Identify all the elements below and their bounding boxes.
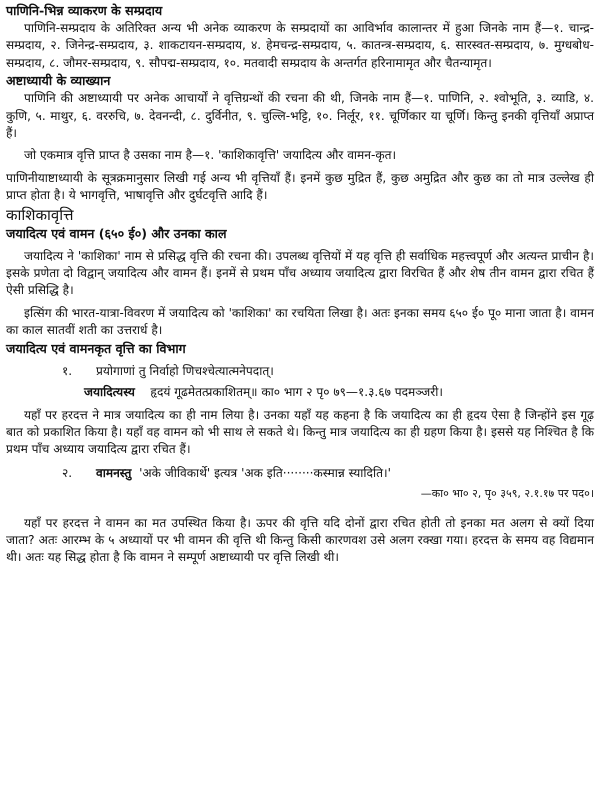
paragraph-itsing-date: इत्सिंग की भारत-यात्रा-विवरण में जयादित्य को 'काशिका' का रचयिता लिखा है। अतः इनका समय ६५० ई० पू० माना जाता है। वामन का काल सातवीं शती का उत्तरार्ध है। <box>6 305 594 338</box>
citation-text: हृदयं गूढमेतत्प्रकाशितम्॥ का० भाग २ पृ० ७९—१.३.६७ पदमञ्जरी। <box>150 385 443 400</box>
paragraph-haradatta-jayaditya: यहाँ पर हरदत्त ने मात्र जयादित्य का ही नाम लिया है। उनका यहाँ यह कहना है कि जयादित्य का ही हृदय ऐसा है जिन्होंने इस गूढ़ बात को प्रकाशित किया है। यहाँ वह वामन को भी साथ ले सकते थे। किन्तु मात्र जयादित्य का ही ग्रहण किया है। इससे यह निश्चित है कि प्रथम पाँच अध्याय जयादित्य द्वारा रचित हैं। <box>6 407 594 457</box>
quote-sutra-2 <box>6 465 594 482</box>
citation-padamanjari-1 <box>6 384 594 401</box>
section-heading-commentaries: अष्टाध्यायी के व्याख्यान <box>6 73 111 89</box>
citation-reference-2: —का० भा० २, पृ० ३५९, २.१.१७ पर पद०। <box>420 487 594 501</box>
section-heading-division: जयादित्य एवं वामनकृत वृत्ति का विभाग <box>6 340 186 356</box>
paragraph-commentators-list: पाणिनि की अष्टाध्यायी पर अनेक आचार्यों ने वृत्तिग्रन्थों की रचना की थी, जिनके नाम हैं—१. पाणिनि, २. श्वोभूति, ३. व्याडि, ४. कुणि, ५. माथुर, ६. वररुचि, ७. देवनन्दी, ८. दुर्विनीत, ९. चुल्लि-भट्टि, १०. निर्लूर, ११. चूर्णिकार या चूर्णि। किन्तु इनकी वृत्तियाँ अप्राप्त हैं। <box>6 91 594 141</box>
paragraph-kashika-authors: जयादित्य ने 'काशिका' नाम से प्रसिद्ध वृत्ति की रचना की। उपलब्ध वृत्तियों में यह वृत्ति ही सर्वाधिक महत्त्वपूर्ण और अत्यन्त प्राचीन है। इसके प्रणेता दो विद्वान् जयादित्य और वामन हैं। इनमें से प्रथम पाँच अध्याय जयादित्य द्वारा विरचित हैं और शेष तीन वामन द्वारा रचित हैं ऐसी प्रसिद्धि है। <box>6 248 594 298</box>
section-heading-jayaditya-vamana: जयादित्य एवं वामन (६५० ई०) और उनका काल <box>6 225 227 241</box>
quote-text: प्रयोगाणां तु निर्वाहो णिचश्चेत्यात्मनेपदात्। <box>96 363 274 378</box>
quote-number: १. <box>62 363 73 378</box>
quote-text: 'अके जीविकार्थे' इत्यत्र 'अक इति········कस्मान्न स्यादिति।' <box>139 465 391 480</box>
quote-number: २. <box>62 465 73 480</box>
quote-sutra-1 <box>6 363 594 380</box>
section-heading-other-traditions: पाणिनि-भिन्न व्याकरण के सम्प्रदाय <box>6 3 163 18</box>
center-heading-kashika: काशिकावृत्ति <box>6 205 74 224</box>
paragraph-kashika-available: जो एकमात्र वृत्ति प्राप्त है उसका नाम है—१. 'काशिकावृत्ति' जयादित्य और वामन-कृत। <box>24 148 397 163</box>
paragraph-haradatta-vamana: यहाँ पर हरदत्त ने वामन का मत उपस्थित किया है। ऊपर की वृत्ति यदि दोनों द्वारा रचित होती तो इनका मत अलग से क्यों दिया जाता? अतः आरम्भ के ५ अध्यायों पर भी वामन की वृत्ति थी किन्तु किसी कारणवश उसे अलग रक्खा गया। हरदत्त के समय वह विद्यमान थी। अतः यह सिद्ध होता है कि वामन ने सम्पूर्ण अष्टाध्यायी पर वृत्ति लिखी थी। <box>6 515 594 565</box>
citation-bold-term: जयादित्यस्य <box>84 385 135 400</box>
quote-bold-term: वामनस्तु <box>96 465 132 480</box>
paragraph-traditions-list: पाणिनि-सम्प्रदाय के अतिरिक्त अन्य भी अनेक व्याकरण के सम्प्रदायों का आविर्भाव कालान्तर में हुआ जिनके नाम हैं—१. चान्द्र-सम्प्रदाय, २. जिनेन्द्र-सम्प्रदाय, ३. शाकटायन-सम्प्रदाय, ४. हेमचन्द्र-सम्प्रदाय, ५. कातन्त्र-सम्प्रदाय, ६. सारस्वत-सम्प्रदाय, ७. मुग्धबोध-सम्प्रदाय, ८. जौमर-सम्प्रदाय, ९. सौपद्म-सम्प्रदाय, १०. मतवादी सम्प्रदाय के अन्तर्गत हरिनामामृत और चैतन्यामृत। <box>6 21 594 70</box>
paragraph-other-vrittis: पाणिनीयाष्टाध्यायी के सूत्रक्रमानुसार लिखी गई अन्य भी वृत्तियाँ हैं। इनमें कुछ मुद्रित हैं, कुछ अमुद्रित और कुछ का तो मात्र उल्लेख ही प्राप्त होता है। ये भागवृत्ति, भाषावृत्ति और दुर्घटवृत्ति आदि हैं। <box>6 170 594 203</box>
